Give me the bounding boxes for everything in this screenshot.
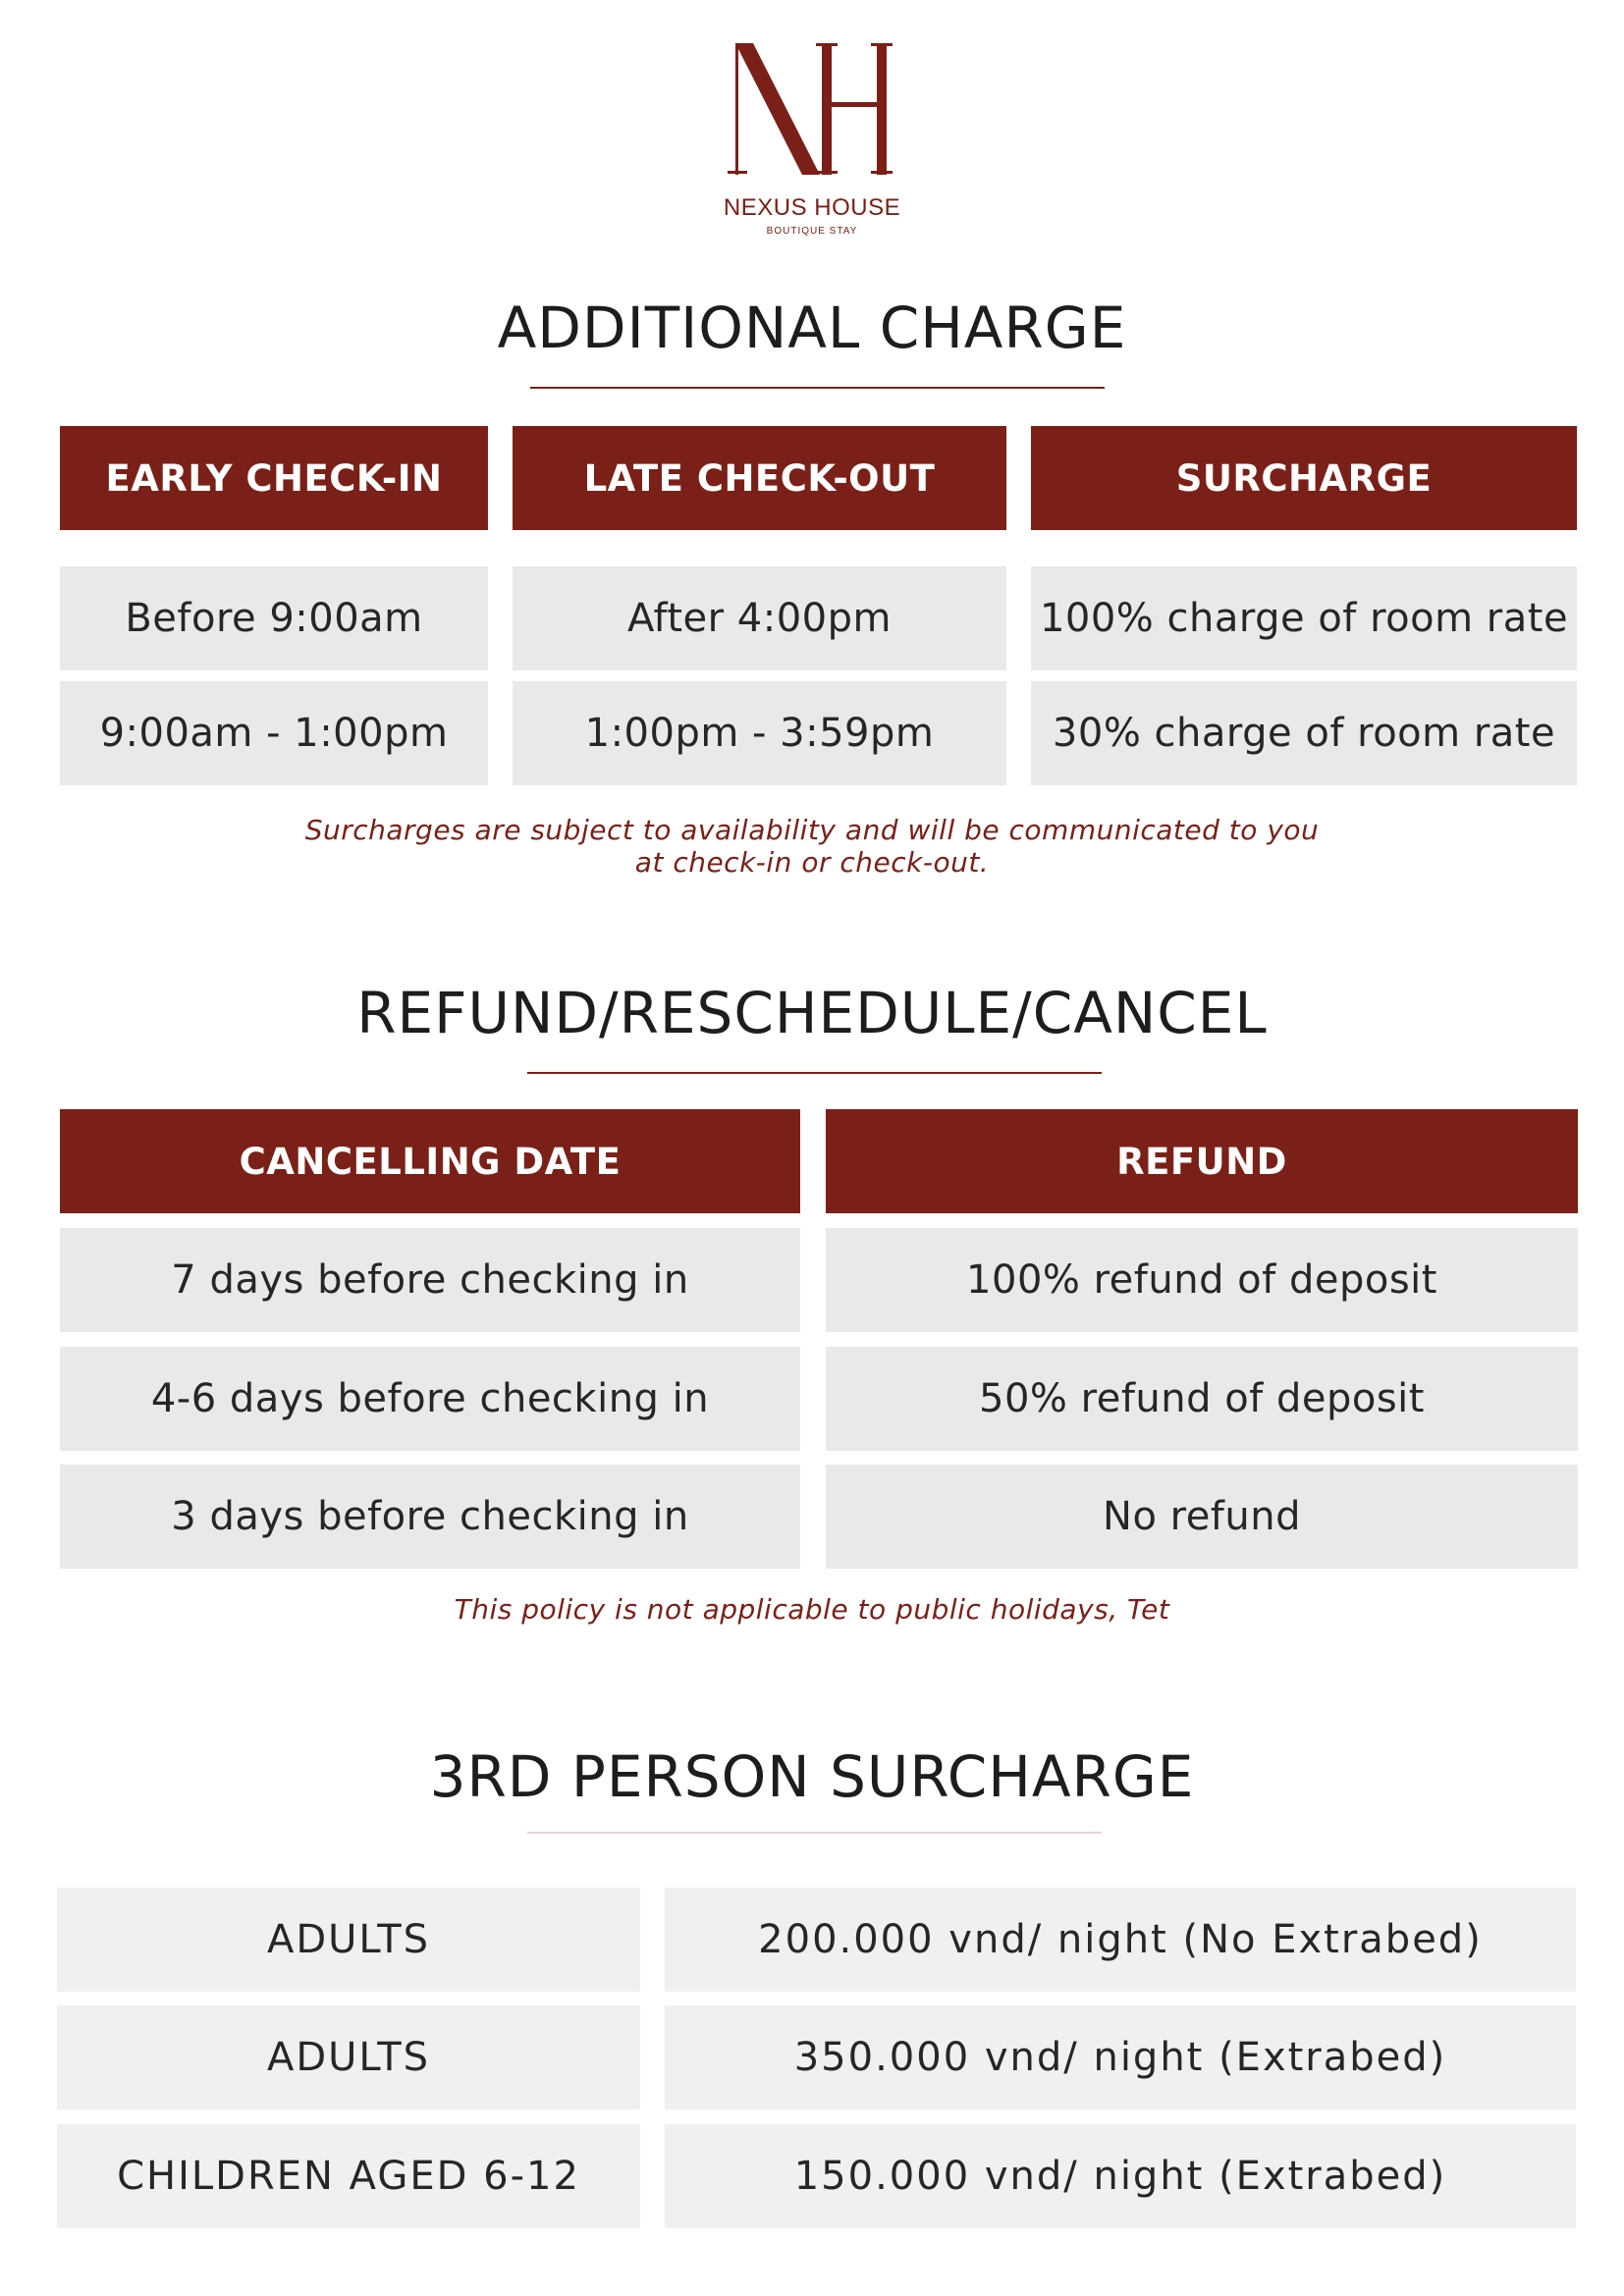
early-check-in-cell: Before 9:00am <box>60 566 488 670</box>
surcharge-note-line1: Surcharges are subject to availability and will be communicated to you <box>304 814 1320 846</box>
guest-fee-cell: 200.000 vnd/ night (No Extrabed) <box>665 1888 1576 1992</box>
surcharge-note <box>0 814 1624 879</box>
brand-logo <box>714 39 910 245</box>
cancelling-date-cell: 4-6 days before checking in <box>60 1347 800 1451</box>
early-check-in-cell: 9:00am - 1:00pm <box>60 681 488 785</box>
cancelling-date-cell: 7 days before checking in <box>60 1228 800 1332</box>
header-cancelling-date: CANCELLING DATE <box>60 1109 800 1213</box>
refund-cell: 100% refund of deposit <box>826 1228 1578 1332</box>
nh-monogram-icon <box>714 39 910 187</box>
guest-type-cell: CHILDREN AGED 6-12 <box>57 2124 640 2228</box>
section-divider <box>527 1832 1102 1834</box>
header-late-check-out: LATE CHECK-OUT <box>513 426 1006 530</box>
refund-cell: 50% refund of deposit <box>826 1347 1578 1451</box>
brand-tagline: BOUTIQUE STAY <box>766 226 858 237</box>
refund-policy-note: This policy is not applicable to public holidays, Tet <box>454 1593 1170 1626</box>
header-early-check-in: EARLY CHECK-IN <box>60 426 488 530</box>
refund-cell: No refund <box>826 1465 1578 1569</box>
brand-name: NEXUS HOUSE <box>723 194 901 221</box>
section-divider <box>527 1072 1102 1074</box>
additional-charge-title: ADDITIONAL CHARGE <box>497 294 1127 361</box>
surcharge-cell: 30% charge of room rate <box>1031 681 1577 785</box>
section-divider <box>530 387 1105 389</box>
guest-type-cell: ADULTS <box>57 2005 640 2109</box>
refund-title: REFUND/RESCHEDULE/CANCEL <box>356 980 1268 1046</box>
late-check-out-cell: 1:00pm - 3:59pm <box>513 681 1006 785</box>
surcharge-cell: 100% charge of room rate <box>1031 566 1577 670</box>
late-check-out-cell: After 4:00pm <box>513 566 1006 670</box>
header-surcharge: SURCHARGE <box>1031 426 1577 530</box>
guest-type-cell: ADULTS <box>57 1888 640 1992</box>
guest-fee-cell: 350.000 vnd/ night (Extrabed) <box>665 2005 1576 2109</box>
surcharge-note-line2: at check-in or check-out. <box>634 846 990 879</box>
third-person-title: 3RD PERSON SURCHARGE <box>429 1743 1195 1810</box>
cancelling-date-cell: 3 days before checking in <box>60 1465 800 1569</box>
guest-fee-cell: 150.000 vnd/ night (Extrabed) <box>665 2124 1576 2228</box>
header-refund: REFUND <box>826 1109 1578 1213</box>
